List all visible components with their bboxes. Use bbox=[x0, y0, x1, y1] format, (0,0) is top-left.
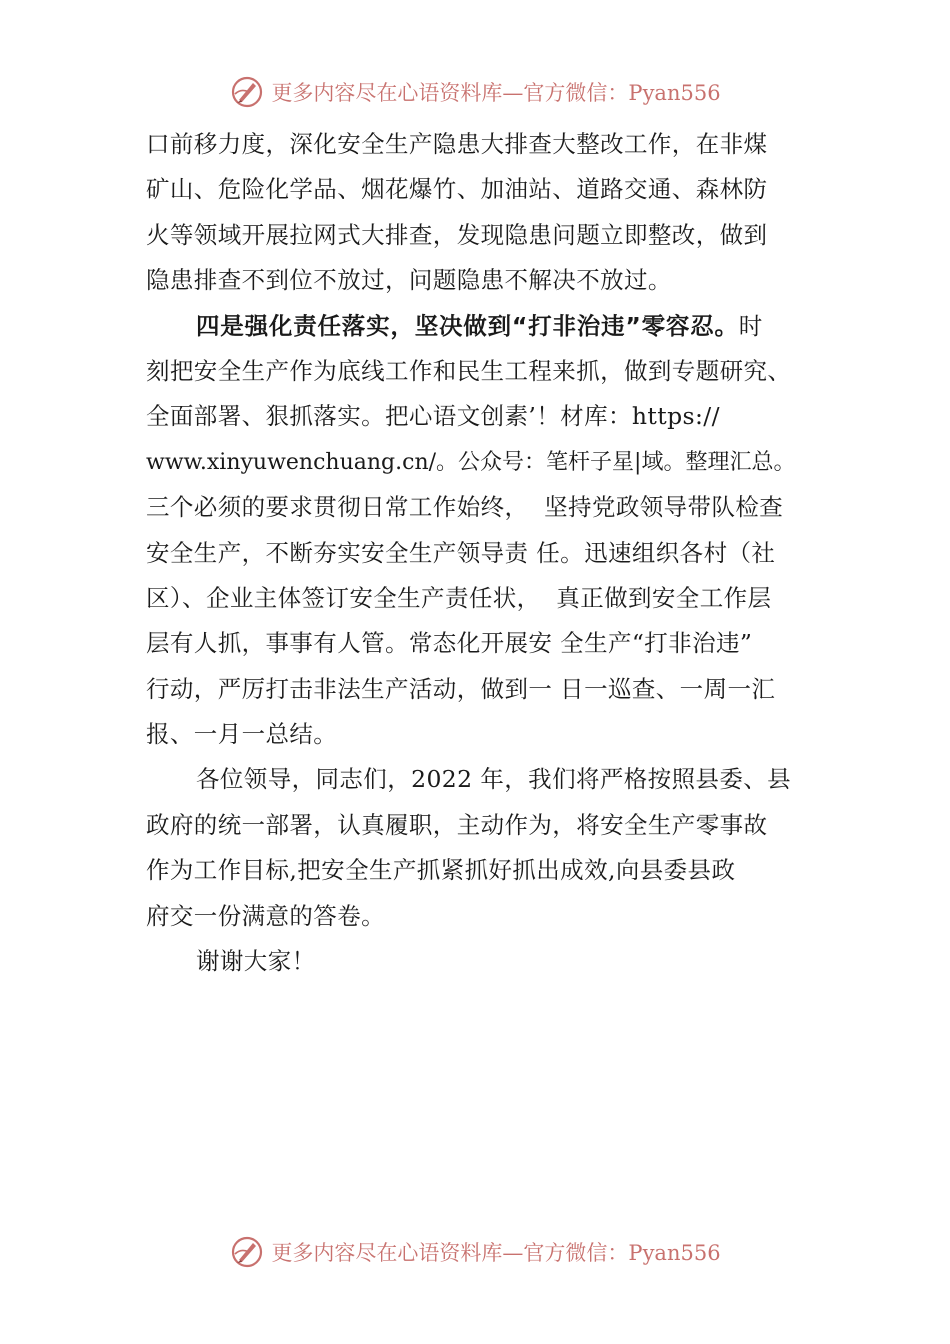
paragraph-line: 府交一份满意的答卷。 bbox=[146, 901, 385, 930]
paragraph-line: www.xinyuwenchuang.cn/。公众号：笔杆子星|域。整理汇总。 bbox=[146, 449, 796, 475]
pen-logo-icon bbox=[229, 74, 265, 110]
header-banner bbox=[0, 72, 950, 112]
paragraph-line: 刻把安全生产作为底线工作和民生工程来抓，做到专题研究、 bbox=[146, 356, 792, 385]
section-4-heading-tail: 时 bbox=[738, 311, 763, 340]
paragraph-line: 报、一月一总结。 bbox=[146, 720, 338, 749]
paragraph-line: 作为工作目标,把安全生产抓紧抓好抓出成效,向县委县政 bbox=[146, 856, 736, 885]
footer-banner-text: 更多内容尽在心语资料库—官方微信：Pyan556 bbox=[271, 1241, 721, 1265]
paragraph-line: 行动，严厉打击非法生产活动，做到一 日一巡查、一周一汇 bbox=[146, 674, 776, 703]
paragraph-line: 各位领导，同志们，2022 年，我们将严格按照县委、县 bbox=[196, 765, 792, 794]
closing-thanks: 谢谢大家！ bbox=[196, 947, 316, 976]
pen-logo-icon bbox=[229, 1234, 265, 1270]
paragraph-line: 全面部署、狠抓落实。把心语文创素’！材库：https:// bbox=[146, 402, 720, 431]
section-heading-line bbox=[146, 304, 846, 349]
document-body bbox=[146, 122, 846, 984]
paragraph-line: 三个必须的要求贯彻日常工作始终， 坚持党政领导带队检查 bbox=[146, 493, 784, 522]
paragraph-line: 层有人抓，事事有人管。常态化开展安 全生产“打非治违” bbox=[146, 629, 753, 658]
paragraph-line: 火等领域开展拉网式大排查，发现隐患问题立即整改，做到 bbox=[146, 220, 768, 249]
header-banner-text: 更多内容尽在心语资料库—官方微信：Pyan556 bbox=[271, 81, 721, 105]
paragraph-line: 矿山、危险化学品、烟花爆竹、加油站、道路交通、森林防 bbox=[146, 175, 768, 204]
paragraph-line: 隐患排查不到位不放过，问题隐患不解决不放过。 bbox=[146, 266, 672, 295]
paragraph-line: 政府的统一部署，认真履职，主动作为，将安全生产零事故 bbox=[146, 810, 768, 839]
footer-banner bbox=[0, 1232, 950, 1272]
paragraph-line: 口前移力度，深化安全生产隐患大排查大整改工作，在非煤 bbox=[146, 130, 768, 158]
paragraph-line: 区）、企业主体签订安全生产责任状， 真正做到安全工作层 bbox=[146, 583, 772, 612]
section-4-heading: 四是强化责任落实，坚决做到“打非治违”零容忍。 bbox=[196, 311, 739, 340]
paragraph-line: 安全生产，不断夯实安全生产领导责 任。迅速组织各村（社 bbox=[146, 538, 776, 567]
